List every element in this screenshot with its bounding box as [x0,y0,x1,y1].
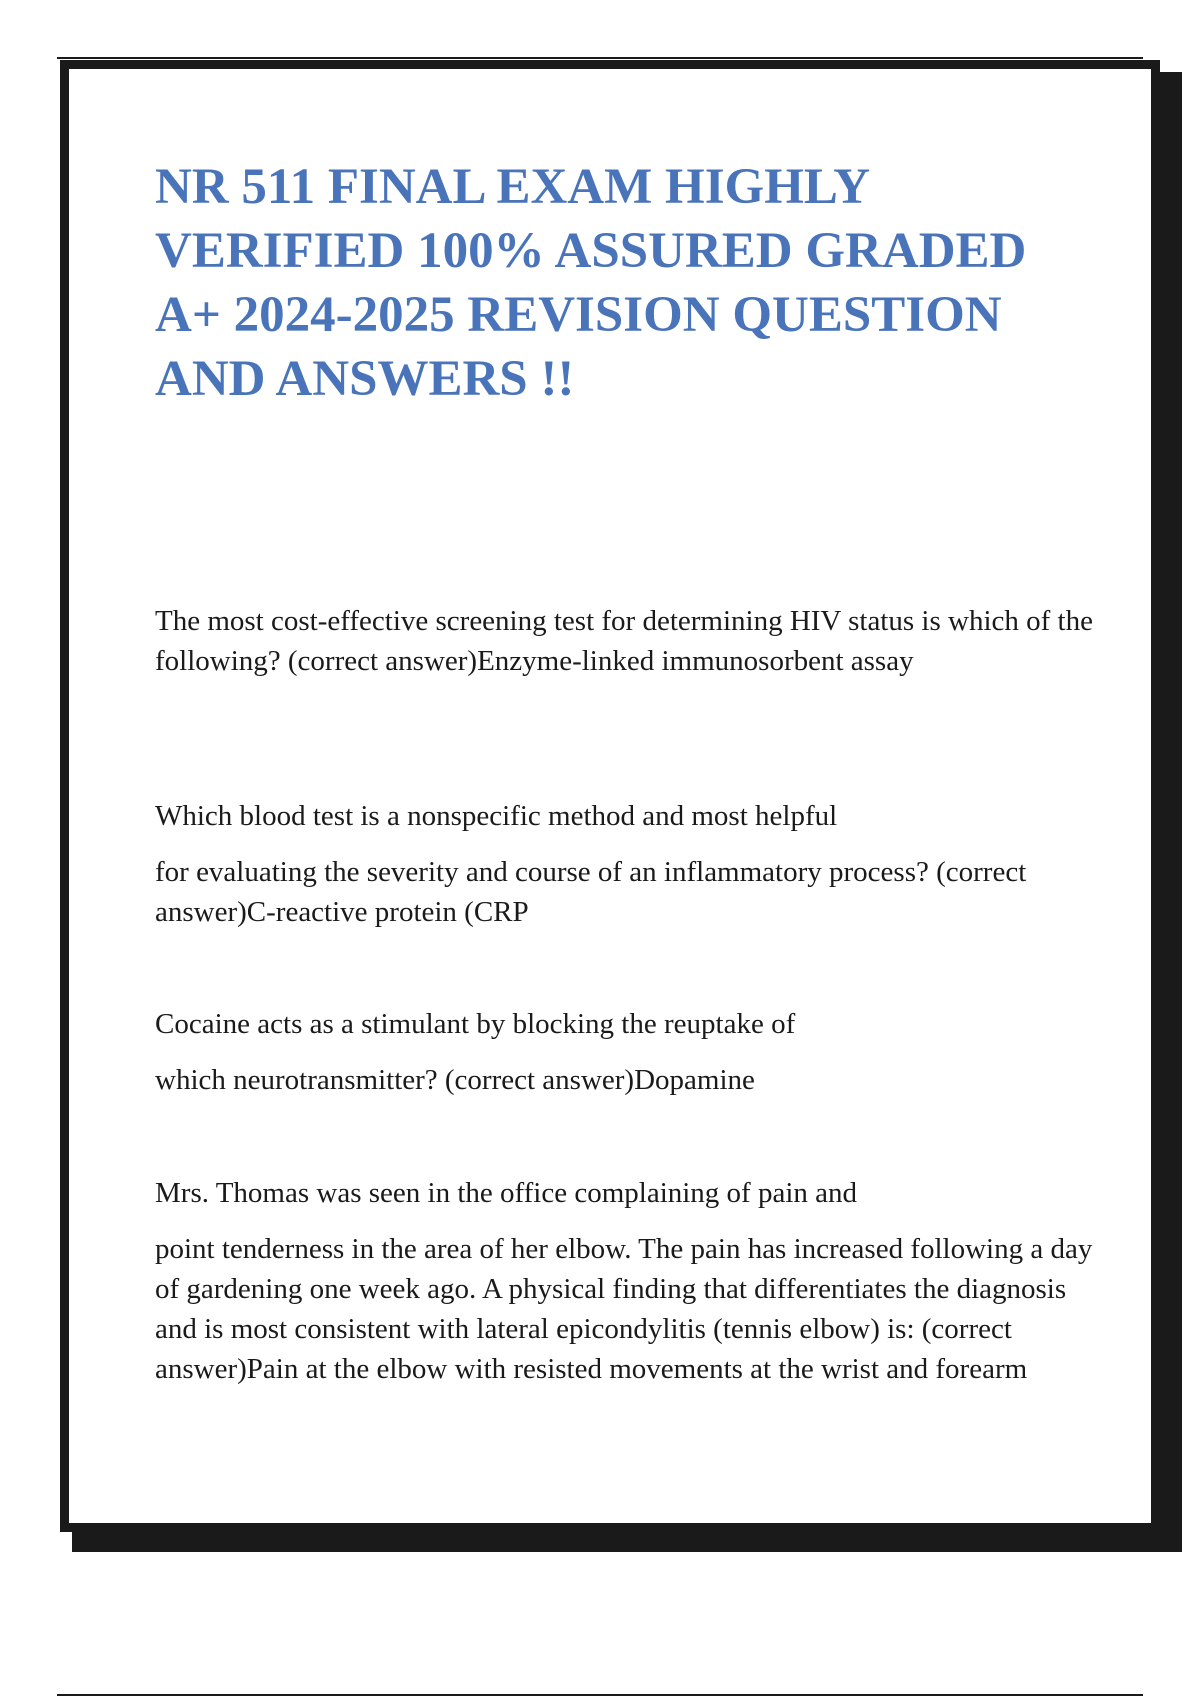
question-4 [155,1173,1105,1389]
document-title: NR 511 FINAL EXAM HIGHLY VERIFIED 100% ASSURED GRADED A+ 2024-2025 REVISION QUESTION AND ANSWERS !! [155,159,1027,407]
question-1 [155,601,1105,681]
question-2-line1: Which blood test is a nonspecific method and most helpful [155,800,838,832]
question-2-rest: for evaluating the severity and course of an inflammatory process? (correct answer)C-reactive protein (CRP [155,856,1027,928]
question-4-rest: point tenderness in the area of her elbow. The pain has increased following a day of gardening one week ago. A physical finding that differentiates the diagnosis and is most consistent with lateral epicondylitis (tennis elbow) is: (correct answer)Pain at the elbow with resisted movements at the wrist and forearm [155,1233,1093,1385]
bottom-rule [57,1694,1143,1696]
question-3-rest: which neurotransmitter? (correct answer)Dopamine [155,1064,755,1096]
question-3-line1: Cocaine acts as a stimulant by blocking the reuptake of [155,1008,796,1040]
question-2 [155,796,1105,932]
document-frame [60,60,1160,1532]
question-3 [155,1004,1105,1100]
question-4-line1: Mrs. Thomas was seen in the office complaining of pain and [155,1177,858,1209]
top-rule [57,57,1143,59]
question-1-text: The most cost-effective screening test for determining HIV status is which of the following? (correct answer)Enzyme-linked immunosorbent assay [155,605,1093,677]
